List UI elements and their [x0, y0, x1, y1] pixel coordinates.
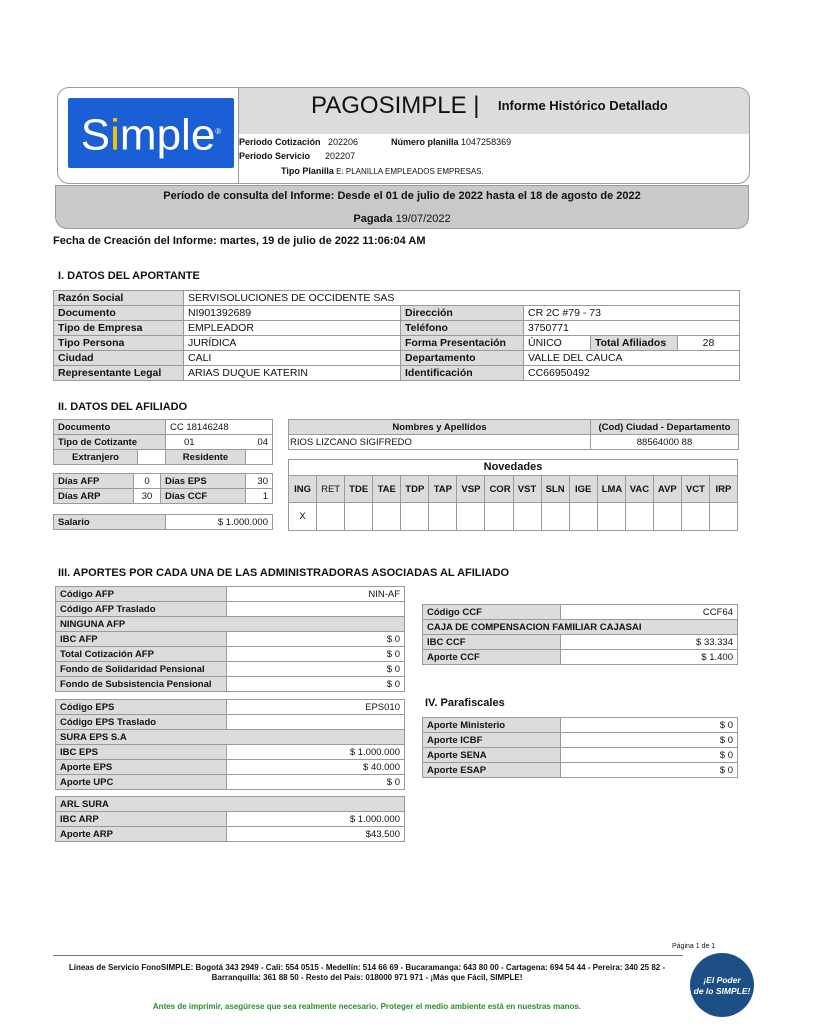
row-label: Fondo de Subsistencia Pensional	[56, 677, 227, 692]
row-value: NIN-AF	[227, 587, 405, 602]
row-label: Código AFP	[56, 587, 227, 602]
novedad-value	[401, 503, 429, 531]
row-value: $ 1.400	[561, 650, 738, 665]
row-value: $ 0	[561, 733, 738, 748]
row-label: Código EPS Traslado	[56, 715, 227, 730]
table-row	[423, 718, 738, 733]
table-row	[56, 587, 405, 602]
table-row	[423, 650, 738, 665]
section-aportante-title: I. DATOS DEL APORTANTE	[58, 270, 200, 282]
row-value	[227, 715, 405, 730]
novedad-value: X	[289, 503, 317, 531]
page-number: Página 1 de 1	[672, 943, 716, 950]
group-header: NINGUNA AFP	[56, 617, 405, 632]
simple-logo: Simple®	[68, 98, 234, 168]
fecha-creacion: Fecha de Creación del Informe: martes, 19 de julio de 2022 11:06:04 AM	[53, 235, 426, 247]
novedad-code: TDP	[401, 476, 429, 503]
novedad-value	[345, 503, 373, 531]
row-value: $ 1.000.000	[227, 745, 405, 760]
novedad-code: VAC	[625, 476, 653, 503]
group-header: CAJA DE COMPENSACION FAMILIAR CAJASAI	[423, 620, 738, 635]
salario-table	[53, 514, 273, 530]
razon-social: SERVISOLUCIONES DE OCCIDENTE SAS	[184, 291, 740, 306]
table-row	[56, 617, 405, 632]
row-value: $ 0	[227, 662, 405, 677]
row-value: $ 0	[227, 632, 405, 647]
nombres: RIOS LIZCANO SIGIFREDO	[289, 435, 591, 450]
table-row	[56, 632, 405, 647]
row-label: IBC AFP	[56, 632, 227, 647]
app-title: PAGOSIMPLE |	[311, 92, 480, 119]
table-row	[56, 647, 405, 662]
row-value	[227, 602, 405, 617]
extranjero-value	[138, 450, 166, 465]
novedad-value	[541, 503, 569, 531]
novedad-code: ING	[289, 476, 317, 503]
row-label: Código CCF	[423, 605, 561, 620]
row-label: Aporte Ministerio	[423, 718, 561, 733]
periodo-consulta: Período de consulta del Informe: Desde el 01 de julio de 2022 hasta el 18 de agosto de 2022	[163, 190, 641, 202]
novedades-table	[288, 459, 738, 531]
novedad-code: IGE	[569, 476, 597, 503]
row-value: $43.500	[227, 827, 405, 842]
section-afiliado-title: II. DATOS DEL AFILIADO	[58, 401, 188, 413]
residente-label: Residente	[166, 450, 246, 465]
row-label: Aporte ICBF	[423, 733, 561, 748]
departamento: VALLE DEL CAUCA	[524, 351, 740, 366]
residente-value	[246, 450, 273, 465]
afp-table	[55, 586, 405, 692]
ciudad-departamento: 88564000 88	[591, 435, 739, 450]
row-label: IBC ARP	[56, 812, 227, 827]
row-label: Aporte SENA	[423, 748, 561, 763]
novedad-value	[597, 503, 625, 531]
row-value: $ 0	[561, 718, 738, 733]
service-lines-1: Líneas de Servicio FonoSIMPLE: Bogotá 343 2949 - Cali: 554 0515 - Medellín: 514 66 69 - Bucaramanga: 643 80 00 - Cartagena: 694 54 44 - Pereira: 340 25 82 -	[68, 963, 666, 972]
dias-table	[53, 473, 273, 504]
row-value: $ 33.334	[561, 635, 738, 650]
ccf-table	[422, 604, 738, 665]
numero-planilla-label: Número planilla	[391, 137, 459, 147]
novedad-code: SLN	[541, 476, 569, 503]
razon-social-label: Razón Social	[54, 291, 184, 306]
nombres-table	[288, 419, 739, 450]
novedad-value	[485, 503, 513, 531]
dias-afp-label: Días AFP	[54, 474, 134, 489]
numero-planilla: 1047258369	[461, 137, 512, 147]
novedad-value	[569, 503, 597, 531]
ciudad: CALI	[184, 351, 401, 366]
novedad-value	[317, 503, 345, 531]
novedad-code: LMA	[597, 476, 625, 503]
identificacion-label: Identificación	[401, 366, 524, 381]
tipo-cotizante-label: Tipo de Cotizante	[54, 435, 166, 450]
tipo-cotizante-1: 01	[184, 436, 195, 448]
tipo-empresa: EMPLEADOR	[184, 321, 401, 336]
direccion: CR 2C #79 - 73	[524, 306, 740, 321]
dias-ccf: 1	[246, 489, 273, 504]
afiliado-documento: CC 18146248	[166, 420, 273, 435]
row-label: IBC CCF	[423, 635, 561, 650]
tipo-persona: JURÍDICA	[184, 336, 401, 351]
table-row	[56, 700, 405, 715]
eps-table	[55, 699, 405, 790]
table-row	[56, 760, 405, 775]
novedad-code: IRP	[709, 476, 737, 503]
footer-divider	[53, 955, 683, 956]
novedad-code: TAP	[429, 476, 457, 503]
environment-note: Antes de imprimir, asegúrese que sea realmente necesario. Proteger el medio ambiente está en nuestras manos.	[152, 1002, 582, 1011]
total-afiliados-label: Total Afiliados	[591, 336, 678, 351]
direccion-label: Dirección	[401, 306, 524, 321]
documento: NI901392689	[184, 306, 401, 321]
novedad-code: TDE	[345, 476, 373, 503]
tipo-planilla-label: Tipo Planilla	[281, 166, 334, 176]
novedad-code: COR	[485, 476, 513, 503]
row-value: EPS010	[227, 700, 405, 715]
novedad-value	[513, 503, 541, 531]
novedad-code: RET	[317, 476, 345, 503]
report-subtitle: Informe Histórico Detallado	[498, 98, 668, 113]
ciudad-departamento-label: (Cod) Ciudad - Departamento	[591, 420, 739, 435]
afiliado-documento-label: Documento	[54, 420, 166, 435]
periodo-servicio-label: Periodo Servicio	[239, 151, 311, 161]
table-row	[56, 797, 405, 812]
report-header	[57, 87, 750, 184]
table-row	[56, 775, 405, 790]
dias-arp-label: Días ARP	[54, 489, 134, 504]
dias-afp: 0	[134, 474, 161, 489]
section-aportes-title: III. APORTES POR CADA UNA DE LAS ADMINISTRADORAS ASOCIADAS AL AFILIADO	[58, 567, 510, 579]
row-label: Fondo de Solidaridad Pensional	[56, 662, 227, 677]
salario: $ 1.000.000	[166, 515, 273, 530]
table-row	[423, 605, 738, 620]
service-lines	[60, 963, 674, 983]
table-row	[56, 745, 405, 760]
dias-eps: 30	[246, 474, 273, 489]
tipo-empresa-label: Tipo de Empresa	[54, 321, 184, 336]
row-value: $ 0	[227, 775, 405, 790]
salario-label: Salario	[54, 515, 166, 530]
novedad-value	[653, 503, 681, 531]
novedad-code: VSP	[457, 476, 485, 503]
forma-presentacion: ÚNICO	[524, 336, 591, 351]
aportante-table	[53, 290, 740, 381]
pagada-fecha: 19/07/2022	[395, 213, 451, 225]
row-label: IBC EPS	[56, 745, 227, 760]
divider	[238, 88, 239, 183]
representante: ARIAS DUQUE KATERIN	[184, 366, 401, 381]
tipo-planilla: E: PLANILLA EMPLEADOS EMPRESAS.	[336, 167, 484, 176]
badge-line-1: ¡El Poder	[703, 975, 741, 985]
row-label: Aporte ESAP	[423, 763, 561, 778]
dias-eps-label: Días EPS	[161, 474, 246, 489]
periodo-cotizacion: 202206	[328, 137, 359, 147]
table-row	[56, 812, 405, 827]
row-label: Aporte ARP	[56, 827, 227, 842]
telefono: 3750771	[524, 321, 740, 336]
table-row	[56, 827, 405, 842]
novedad-value	[709, 503, 737, 531]
table-row	[56, 730, 405, 745]
service-lines-2: Barranquilla: 361 88 50 - Resto del País: 018000 971 971 - ¡Más que Fácil, SIMPLE!	[211, 973, 523, 982]
row-value: CCF64	[561, 605, 738, 620]
novedad-value	[457, 503, 485, 531]
nombres-label: Nombres y Apellidos	[289, 420, 591, 435]
telefono-label: Teléfono	[401, 321, 524, 336]
documento-label: Documento	[54, 306, 184, 321]
row-label: Total Cotización AFP	[56, 647, 227, 662]
table-row	[423, 748, 738, 763]
table-row	[56, 602, 405, 617]
novedad-code: VST	[513, 476, 541, 503]
row-value: $ 0	[227, 677, 405, 692]
afiliado-doc-table	[53, 419, 273, 465]
arl-table	[55, 796, 405, 842]
table-row	[56, 677, 405, 692]
row-value: $ 0	[561, 763, 738, 778]
section-parafiscales-title: IV. Parafiscales	[425, 697, 505, 709]
row-label: Aporte CCF	[423, 650, 561, 665]
departamento-label: Departamento	[401, 351, 524, 366]
tipo-persona-label: Tipo Persona	[54, 336, 184, 351]
representante-label: Representante Legal	[54, 366, 184, 381]
parafiscales-table	[422, 717, 738, 778]
tipo-cotizante-2: 04	[257, 436, 269, 448]
table-row	[423, 635, 738, 650]
row-label: Aporte EPS	[56, 760, 227, 775]
ciudad-label: Ciudad	[54, 351, 184, 366]
row-label: Código AFP Traslado	[56, 602, 227, 617]
badge-line-2: de lo SIMPLE!	[693, 986, 751, 996]
novedad-value	[681, 503, 709, 531]
table-row	[423, 763, 738, 778]
row-label: Código EPS	[56, 700, 227, 715]
pagada-label: Pagada	[353, 213, 393, 225]
novedad-code: VCT	[681, 476, 709, 503]
row-value: $ 40.000	[227, 760, 405, 775]
novedad-value	[625, 503, 653, 531]
table-row	[56, 662, 405, 677]
novedad-value	[373, 503, 401, 531]
table-row	[423, 620, 738, 635]
total-afiliados: 28	[678, 336, 740, 351]
row-value: $ 0	[561, 748, 738, 763]
table-row	[423, 733, 738, 748]
slogan-badge	[690, 953, 754, 1017]
periodo-cotizacion-label: Periodo Cotización	[239, 137, 321, 147]
row-value: $ 0	[227, 647, 405, 662]
row-value: $ 1.000.000	[227, 812, 405, 827]
novedad-code: TAE	[373, 476, 401, 503]
identificacion: CC66950492	[524, 366, 740, 381]
group-header: ARL SURA	[56, 797, 405, 812]
dias-arp: 30	[134, 489, 161, 504]
novedad-code: AVP	[653, 476, 681, 503]
group-header: SURA EPS S.A	[56, 730, 405, 745]
consulta-band	[55, 185, 749, 229]
novedad-value	[429, 503, 457, 531]
row-label: Aporte UPC	[56, 775, 227, 790]
extranjero-label: Extranjero	[54, 450, 138, 465]
forma-presentacion-label: Forma Presentación	[401, 336, 524, 351]
dias-ccf-label: Días CCF	[161, 489, 246, 504]
table-row	[56, 715, 405, 730]
periodo-servicio: 202207	[325, 151, 356, 161]
novedades-title: Novedades	[289, 460, 738, 476]
